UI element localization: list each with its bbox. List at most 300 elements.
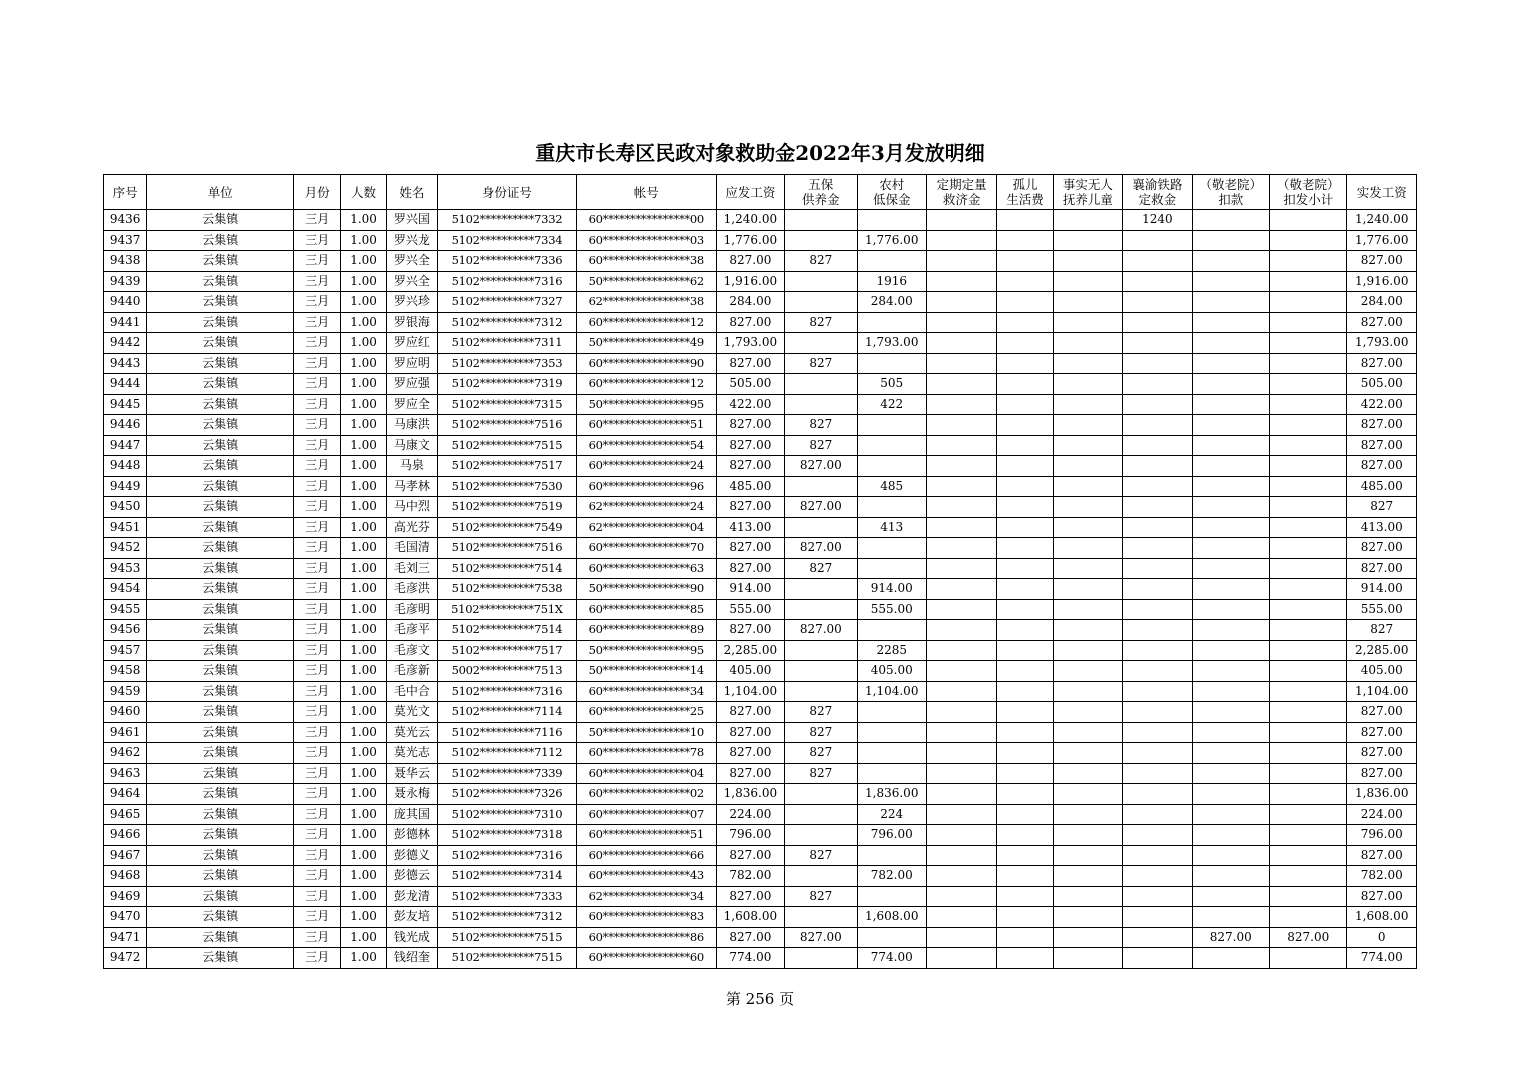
column-header-seq [104,175,147,210]
cell-nursing-deduction [1192,312,1269,333]
cell-name: 莫光云 [386,722,437,743]
cell-count: 1.00 [341,927,386,948]
cell-payable: 1,608.00 [716,907,784,928]
cell-seq: 9454 [104,579,147,600]
cell-nursing-subtotal [1270,907,1347,928]
cell-unsupported-child [1053,763,1122,784]
cell-wubao: 827.00 [785,456,857,477]
cell-name: 毛彦文 [386,640,437,661]
column-header-wubao [785,175,857,210]
cell-seq: 9460 [104,702,147,723]
cell-count: 1.00 [341,886,386,907]
cell-unit: 云集镇 [147,845,294,866]
cell-account: 60****************51 [576,415,716,436]
cell-orphan [997,579,1053,600]
cell-month: 三月 [294,517,341,538]
column-header-nursing-deduction [1192,175,1269,210]
cell-net-pay: 284.00 [1347,292,1417,313]
cell-name: 罗银海 [386,312,437,333]
cell-nursing-deduction [1192,702,1269,723]
cell-unsupported-child [1053,702,1122,723]
cell-nursing-deduction [1192,661,1269,682]
cell-unsupported-child [1053,948,1122,969]
cell-nursing-subtotal [1270,804,1347,825]
cell-nursing-deduction [1192,456,1269,477]
cell-payable: 405.00 [716,661,784,682]
cell-railway-relief: 1240 [1123,210,1192,231]
column-header-unsupported-child [1053,175,1122,210]
cell-unsupported-child [1053,517,1122,538]
cell-name: 聂华云 [386,763,437,784]
cell-railway-relief [1123,517,1192,538]
cell-railway-relief [1123,251,1192,272]
cell-payable: 284.00 [716,292,784,313]
cell-id-number: 5102**********7515 [438,927,577,948]
cell-orphan [997,251,1053,272]
cell-dibao [857,722,926,743]
cell-regular-relief [926,784,996,805]
cell-name: 罗兴国 [386,210,437,231]
cell-account: 60****************86 [576,927,716,948]
cell-count: 1.00 [341,312,386,333]
cell-orphan [997,476,1053,497]
cell-unit: 云集镇 [147,558,294,579]
cell-nursing-deduction [1192,845,1269,866]
cell-nursing-deduction [1192,251,1269,272]
cell-unsupported-child [1053,538,1122,559]
cell-nursing-deduction [1192,825,1269,846]
cell-unit: 云集镇 [147,702,294,723]
cell-account: 60****************12 [576,374,716,395]
cell-unsupported-child [1053,681,1122,702]
cell-nursing-subtotal [1270,538,1347,559]
cell-account: 60****************66 [576,845,716,866]
cell-payable: 485.00 [716,476,784,497]
cell-net-pay: 555.00 [1347,599,1417,620]
cell-wubao [785,661,857,682]
cell-dibao [857,497,926,518]
cell-unit: 云集镇 [147,948,294,969]
cell-net-pay: 405.00 [1347,661,1417,682]
cell-railway-relief [1123,271,1192,292]
cell-seq: 9450 [104,497,147,518]
cell-month: 三月 [294,640,341,661]
cell-count: 1.00 [341,866,386,887]
cell-id-number: 5102**********7538 [438,579,577,600]
cell-wubao [785,579,857,600]
cell-regular-relief [926,312,996,333]
cell-month: 三月 [294,394,341,415]
cell-account: 60****************00 [576,210,716,231]
cell-nursing-deduction [1192,292,1269,313]
cell-unsupported-child [1053,804,1122,825]
cell-railway-relief [1123,743,1192,764]
cell-id-number: 5102**********7318 [438,825,577,846]
cell-railway-relief [1123,312,1192,333]
cell-payable: 1,836.00 [716,784,784,805]
table-row [104,538,1417,559]
cell-account: 60****************90 [576,353,716,374]
cell-nursing-deduction [1192,886,1269,907]
table-row [104,558,1417,579]
table-row [104,415,1417,436]
cell-account: 60****************03 [576,230,716,251]
table-row [104,640,1417,661]
cell-net-pay: 413.00 [1347,517,1417,538]
column-header-payable [716,175,784,210]
cell-regular-relief [926,579,996,600]
column-header-unit [147,175,294,210]
cell-net-pay: 782.00 [1347,866,1417,887]
cell-seq: 9470 [104,907,147,928]
cell-id-number: 5102**********7315 [438,394,577,415]
cell-regular-relief [926,394,996,415]
cell-nursing-deduction [1192,579,1269,600]
cell-count: 1.00 [341,948,386,969]
cell-dibao: 1,793.00 [857,333,926,354]
cell-nursing-deduction [1192,538,1269,559]
table-row [104,292,1417,313]
cell-orphan [997,210,1053,231]
cell-count: 1.00 [341,558,386,579]
cell-regular-relief [926,271,996,292]
cell-id-number: 5102**********7314 [438,866,577,887]
cell-count: 1.00 [341,825,386,846]
cell-unit: 云集镇 [147,907,294,928]
cell-regular-relief [926,374,996,395]
cell-seq: 9457 [104,640,147,661]
cell-seq: 9441 [104,312,147,333]
cell-unit: 云集镇 [147,456,294,477]
cell-orphan [997,230,1053,251]
cell-nursing-subtotal [1270,702,1347,723]
cell-id-number: 5102**********7517 [438,456,577,477]
cell-month: 三月 [294,456,341,477]
cell-payable: 782.00 [716,866,784,887]
table-row [104,804,1417,825]
cell-net-pay: 827.00 [1347,538,1417,559]
cell-unsupported-child [1053,558,1122,579]
cell-regular-relief [926,640,996,661]
cell-payable: 1,793.00 [716,333,784,354]
column-header-text: 应发工资 [725,184,776,200]
cell-regular-relief [926,517,996,538]
cell-orphan [997,538,1053,559]
column-header-railway-relief [1123,175,1192,210]
cell-railway-relief [1123,558,1192,579]
cell-seq: 9446 [104,415,147,436]
cell-seq: 9467 [104,845,147,866]
cell-wubao [785,271,857,292]
cell-regular-relief [926,886,996,907]
cell-month: 三月 [294,661,341,682]
column-header-text: 供养金 [802,192,840,207]
cell-nursing-deduction [1192,784,1269,805]
column-header-text: （敬老院） [1276,177,1340,192]
cell-id-number: 5102**********7517 [438,640,577,661]
cell-month: 三月 [294,312,341,333]
cell-nursing-subtotal [1270,825,1347,846]
cell-month: 三月 [294,804,341,825]
cell-count: 1.00 [341,210,386,231]
cell-dibao [857,251,926,272]
cell-nursing-subtotal [1270,374,1347,395]
cell-name: 罗兴龙 [386,230,437,251]
cell-month: 三月 [294,866,341,887]
cell-nursing-subtotal [1270,517,1347,538]
column-header-text: 扣发小计 [1283,192,1334,207]
cell-dibao: 1,836.00 [857,784,926,805]
cell-orphan [997,333,1053,354]
cell-dibao: 224 [857,804,926,825]
cell-payable: 827.00 [716,435,784,456]
table-row [104,230,1417,251]
cell-orphan [997,804,1053,825]
cell-wubao [785,292,857,313]
cell-unsupported-child [1053,251,1122,272]
cell-count: 1.00 [341,251,386,272]
cell-count: 1.00 [341,497,386,518]
cell-month: 三月 [294,948,341,969]
cell-wubao [785,681,857,702]
cell-count: 1.00 [341,763,386,784]
cell-unit: 云集镇 [147,599,294,620]
cell-railway-relief [1123,292,1192,313]
cell-unit: 云集镇 [147,681,294,702]
cell-regular-relief [926,620,996,641]
cell-dibao: 422 [857,394,926,415]
cell-unit: 云集镇 [147,476,294,497]
cell-unsupported-child [1053,456,1122,477]
cell-dibao: 505 [857,374,926,395]
cell-count: 1.00 [341,743,386,764]
cell-net-pay: 1,240.00 [1347,210,1417,231]
cell-regular-relief [926,599,996,620]
cell-orphan [997,517,1053,538]
cell-dibao: 1,776.00 [857,230,926,251]
cell-seq: 9440 [104,292,147,313]
cell-unit: 云集镇 [147,927,294,948]
table-row [104,620,1417,641]
cell-id-number: 5102**********7312 [438,312,577,333]
cell-seq: 9471 [104,927,147,948]
cell-seq: 9453 [104,558,147,579]
cell-month: 三月 [294,722,341,743]
cell-seq: 9465 [104,804,147,825]
cell-payable: 827.00 [716,497,784,518]
cell-orphan [997,394,1053,415]
cell-unit: 云集镇 [147,517,294,538]
column-header-text: 农村 [879,177,905,192]
cell-name: 罗应强 [386,374,437,395]
cell-regular-relief [926,907,996,928]
cell-payable: 224.00 [716,804,784,825]
cell-nursing-subtotal [1270,763,1347,784]
cell-name: 马康洪 [386,415,437,436]
table-row [104,948,1417,969]
cell-unsupported-child [1053,927,1122,948]
cell-nursing-subtotal [1270,292,1347,313]
cell-unit: 云集镇 [147,661,294,682]
cell-id-number: 5002**********7513 [438,661,577,682]
cell-payable: 555.00 [716,599,784,620]
cell-dibao: 2285 [857,640,926,661]
column-header-text: 姓名 [399,184,425,200]
cell-net-pay: 1,836.00 [1347,784,1417,805]
cell-nursing-deduction [1192,743,1269,764]
cell-orphan [997,866,1053,887]
cell-railway-relief [1123,866,1192,887]
cell-regular-relief [926,476,996,497]
cell-nursing-deduction [1192,722,1269,743]
cell-name: 马孝林 [386,476,437,497]
cell-account: 60****************07 [576,804,716,825]
cell-id-number: 5102**********7530 [438,476,577,497]
cell-regular-relief [926,722,996,743]
cell-nursing-subtotal [1270,353,1347,374]
cell-nursing-subtotal [1270,845,1347,866]
cell-id-number: 5102**********7514 [438,558,577,579]
cell-unsupported-child [1053,722,1122,743]
cell-dibao: 774.00 [857,948,926,969]
cell-net-pay: 1,916.00 [1347,271,1417,292]
cell-nursing-deduction [1192,558,1269,579]
cell-orphan [997,886,1053,907]
cell-payable: 413.00 [716,517,784,538]
cell-wubao: 827 [785,558,857,579]
column-header-nursing-subtotal [1270,175,1347,210]
cell-name: 彭龙清 [386,886,437,907]
cell-wubao: 827 [785,312,857,333]
cell-orphan [997,620,1053,641]
cell-id-number: 5102**********7336 [438,251,577,272]
cell-account: 60****************04 [576,763,716,784]
cell-railway-relief [1123,394,1192,415]
cell-count: 1.00 [341,415,386,436]
cell-id-number: 5102**********7312 [438,907,577,928]
cell-unit: 云集镇 [147,722,294,743]
cell-account: 50****************49 [576,333,716,354]
cell-id-number: 5102**********7112 [438,743,577,764]
cell-payable: 774.00 [716,948,784,969]
cell-unit: 云集镇 [147,497,294,518]
cell-month: 三月 [294,353,341,374]
cell-wubao [785,804,857,825]
cell-month: 三月 [294,743,341,764]
table-row [104,394,1417,415]
cell-payable: 422.00 [716,394,784,415]
cell-wubao [785,374,857,395]
cell-account: 50****************90 [576,579,716,600]
cell-railway-relief [1123,681,1192,702]
cell-nursing-deduction [1192,353,1269,374]
cell-count: 1.00 [341,353,386,374]
cell-payable: 827.00 [716,456,784,477]
table-row [104,435,1417,456]
cell-payable: 827.00 [716,312,784,333]
cell-orphan [997,722,1053,743]
cell-month: 三月 [294,210,341,231]
cell-id-number: 5102**********7311 [438,333,577,354]
cell-name: 毛中合 [386,681,437,702]
cell-regular-relief [926,435,996,456]
cell-nursing-subtotal [1270,415,1347,436]
cell-wubao [785,333,857,354]
cell-payable: 827.00 [716,886,784,907]
table-row [104,763,1417,784]
cell-count: 1.00 [341,784,386,805]
cell-seq: 9464 [104,784,147,805]
cell-unsupported-child [1053,825,1122,846]
cell-payable: 796.00 [716,825,784,846]
cell-nursing-subtotal [1270,681,1347,702]
cell-name: 罗应全 [386,394,437,415]
cell-unit: 云集镇 [147,415,294,436]
cell-seq: 9459 [104,681,147,702]
cell-id-number: 5102**********7326 [438,784,577,805]
cell-month: 三月 [294,763,341,784]
cell-wubao: 827.00 [785,497,857,518]
table-row [104,784,1417,805]
cell-wubao: 827 [785,415,857,436]
cell-unit: 云集镇 [147,784,294,805]
cell-seq: 9448 [104,456,147,477]
cell-dibao [857,456,926,477]
column-header-text: 救济金 [942,192,981,207]
cell-unit: 云集镇 [147,743,294,764]
cell-wubao [785,784,857,805]
document-title: 重庆市长寿区民政对象救助金2022年3月发放明细 [535,141,985,165]
column-header-text: 抚养儿童 [1062,192,1113,207]
cell-month: 三月 [294,415,341,436]
cell-orphan [997,948,1053,969]
cell-count: 1.00 [341,702,386,723]
cell-payable: 1,916.00 [716,271,784,292]
cell-account: 62****************04 [576,517,716,538]
cell-orphan [997,292,1053,313]
column-header-text: 身份证号 [481,184,532,200]
cell-id-number: 5102**********7333 [438,886,577,907]
column-header-text: （敬老院） [1199,177,1263,192]
cell-railway-relief [1123,579,1192,600]
cell-nursing-deduction [1192,681,1269,702]
cell-account: 60****************24 [576,456,716,477]
table-row [104,312,1417,333]
cell-unsupported-child [1053,435,1122,456]
cell-payable: 827.00 [716,927,784,948]
cell-regular-relief [926,415,996,436]
cell-net-pay: 827.00 [1347,743,1417,764]
table-row [104,702,1417,723]
cell-month: 三月 [294,558,341,579]
cell-name: 彭友培 [386,907,437,928]
cell-unit: 云集镇 [147,825,294,846]
cell-net-pay: 827 [1347,497,1417,518]
cell-wubao [785,394,857,415]
cell-railway-relief [1123,907,1192,928]
cell-month: 三月 [294,702,341,723]
column-header-text: 五保 [808,177,834,192]
cell-id-number: 5102**********7515 [438,948,577,969]
cell-orphan [997,825,1053,846]
cell-orphan [997,558,1053,579]
cell-net-pay: 1,776.00 [1347,230,1417,251]
cell-payable: 827.00 [716,558,784,579]
cell-wubao: 827 [785,763,857,784]
cell-name: 罗兴全 [386,271,437,292]
cell-nursing-subtotal [1270,579,1347,600]
cell-name: 彭德云 [386,866,437,887]
